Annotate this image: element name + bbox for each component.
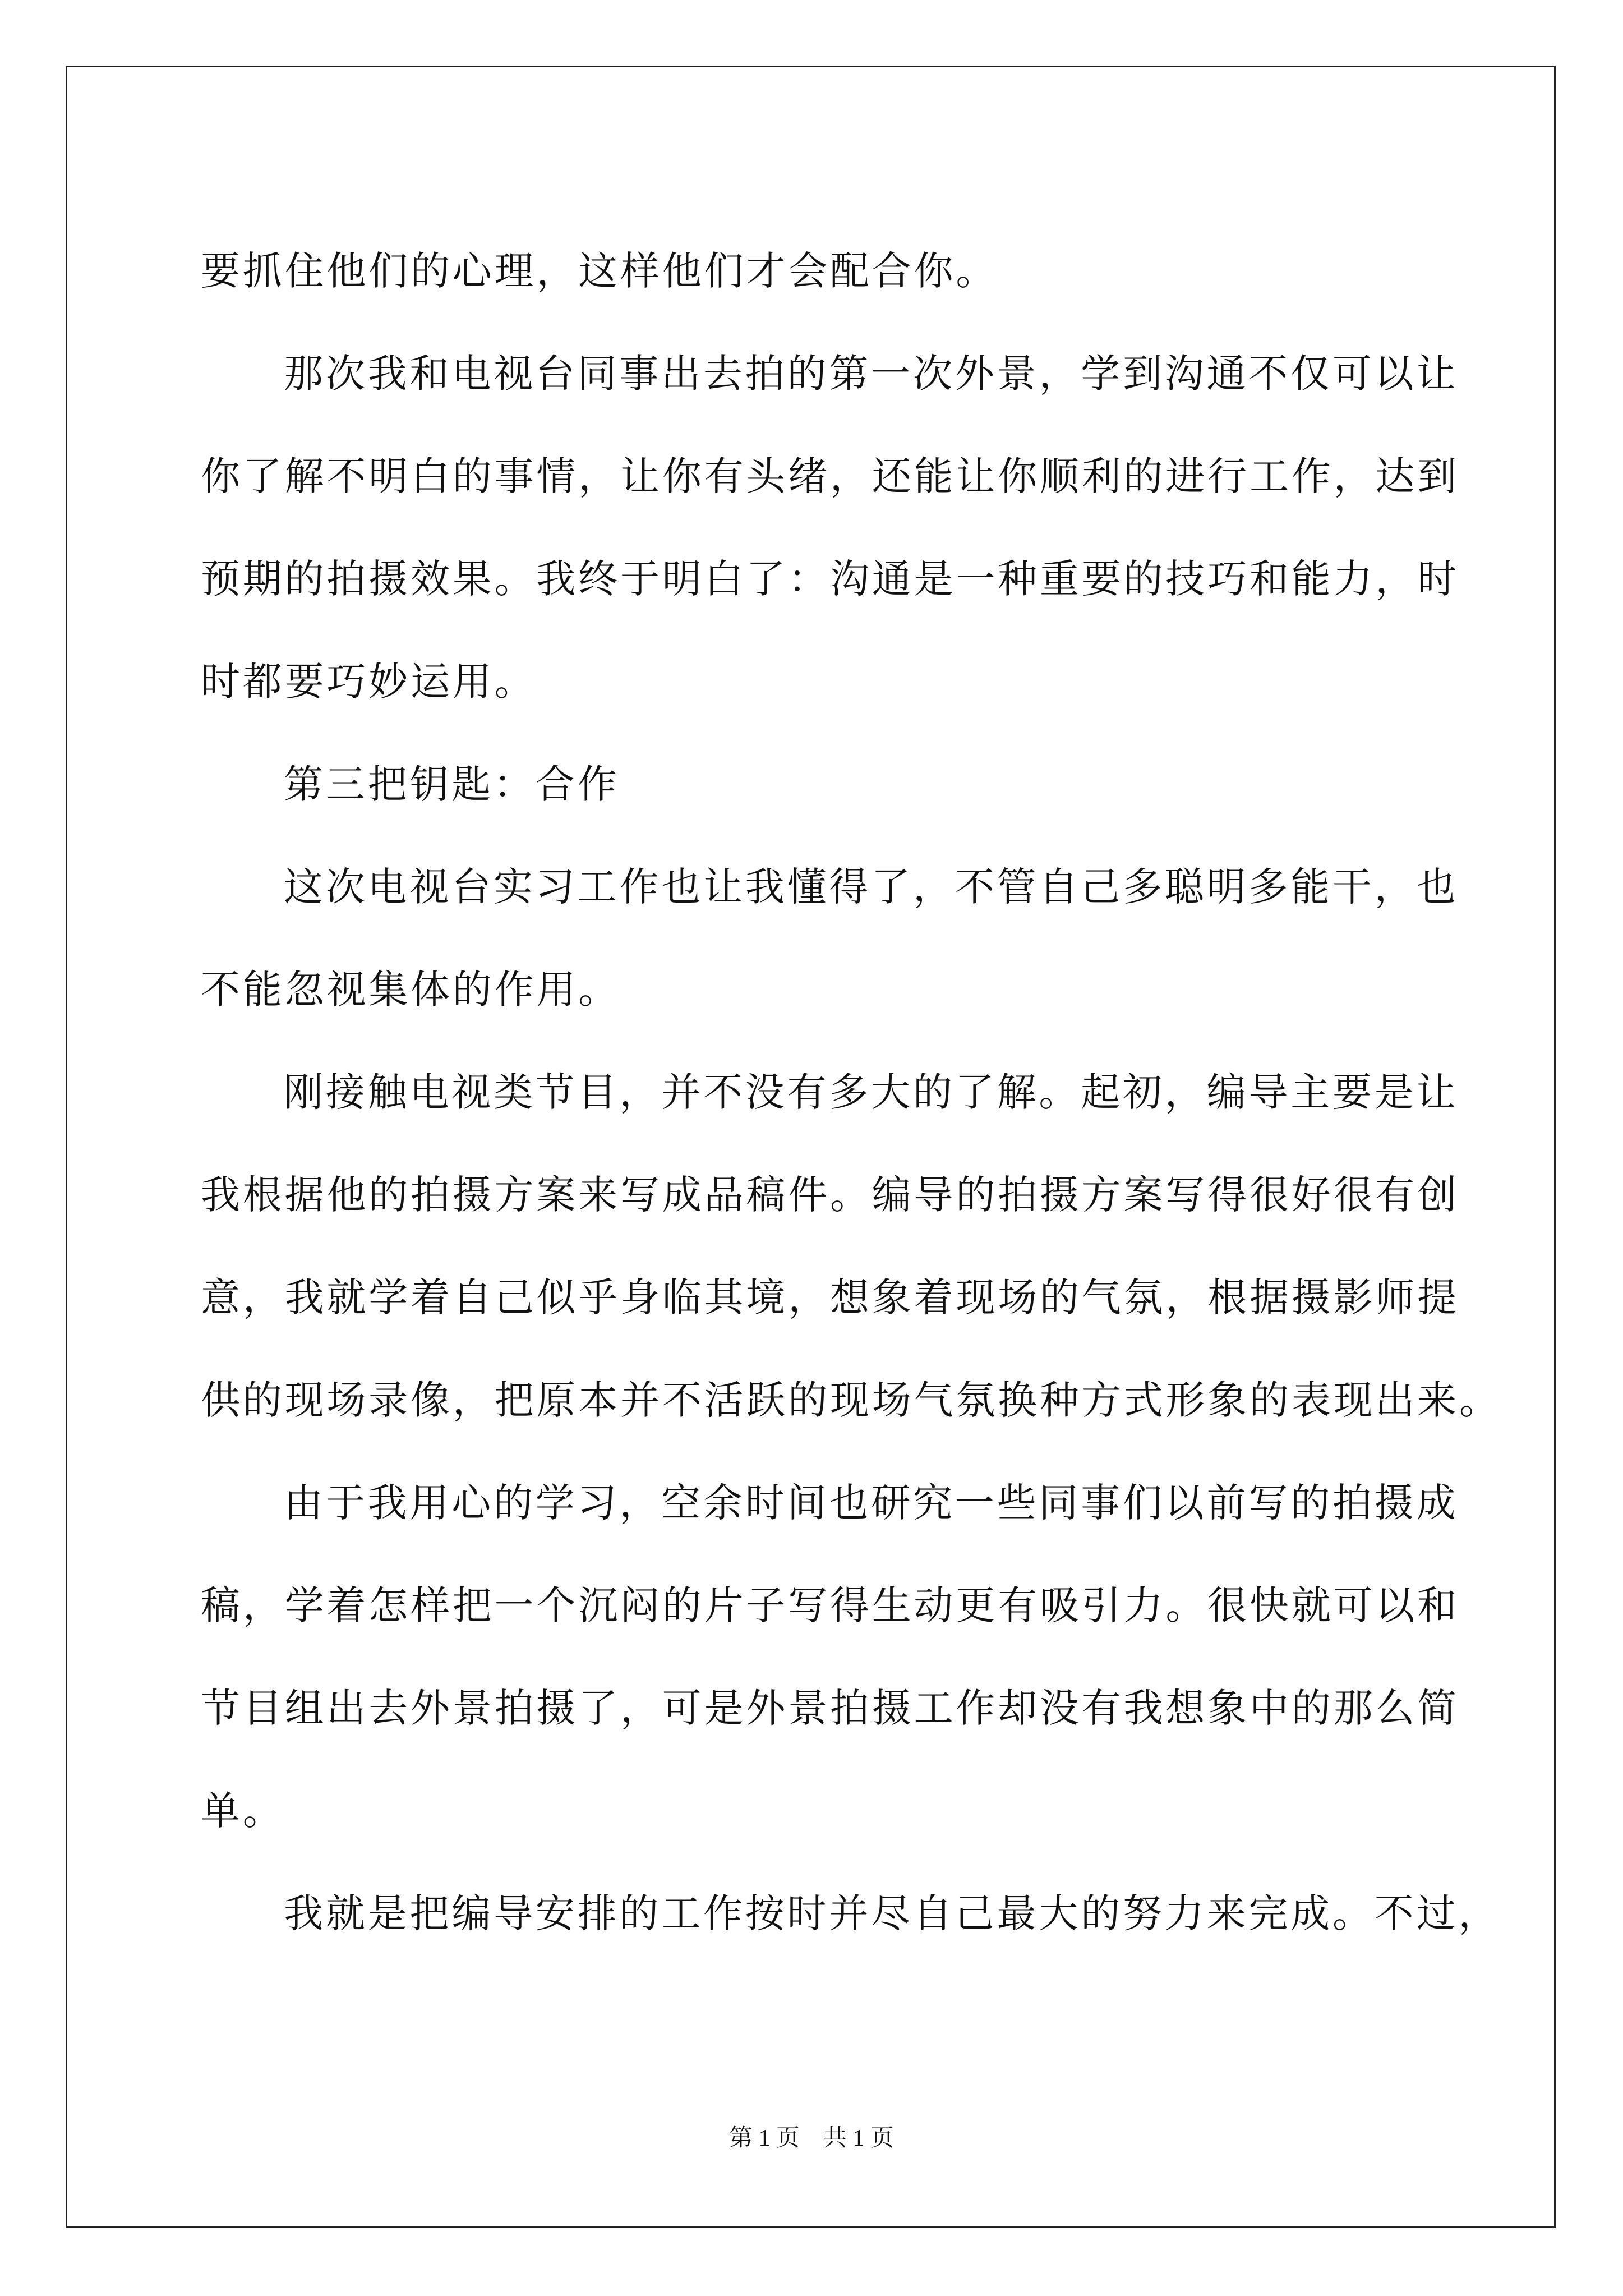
- paragraph-line: 我就是把编导安排的工作按时并尽自己最大的努力来完成。不过，: [284, 1890, 1501, 1936]
- paragraph-line: 那次我和电视台同事出去拍的第一次外景，学到沟通不仅可以让: [284, 351, 1459, 397]
- text-line: 我根据他的拍摄方案来写成品稿件。编导的拍摄方案写得很好很有创: [201, 1172, 1459, 1218]
- section-heading: 第三把钥匙：合作: [284, 761, 620, 807]
- text-line: 时都要巧妙运用。: [201, 659, 537, 705]
- text-line: 稿，学着怎样把一个沉闷的片子写得生动更有吸引力。很快就可以和: [201, 1582, 1459, 1628]
- text-line: 节目组出去外景拍摄了，可是外景拍摄工作却没有我想象中的那么简: [201, 1685, 1459, 1731]
- text-line: 供的现场录像，把原本并不活跃的现场气氛换种方式形象的表现出来。: [201, 1377, 1501, 1423]
- paragraph-line: 刚接触电视类节目，并不没有多大的了解。起初，编导主要是让: [284, 1069, 1459, 1115]
- paragraph-line: 这次电视台实习工作也让我懂得了，不管自己多聪明多能干，也: [284, 864, 1459, 910]
- text-line: 预期的拍摄效果。我终于明白了：沟通是一种重要的技巧和能力，时: [201, 556, 1459, 602]
- paragraph-line: 由于我用心的学习，空余时间也研究一些同事们以前写的拍摄成: [284, 1480, 1459, 1526]
- text-line: 单。: [201, 1788, 285, 1834]
- text-line: 要抓住他们的心理，这样他们才会配合你。: [201, 248, 998, 294]
- text-line: 意，我就学着自己似乎身临其境，想象着现场的气氛，根据摄影师提: [201, 1274, 1459, 1320]
- text-line: 不能忽视集体的作用。: [201, 967, 620, 1013]
- text-line: 你了解不明白的事情，让你有头绪，还能让你顺利的进行工作，达到: [201, 453, 1459, 499]
- page-number-footer: 第 1 页 共 1 页: [728, 2125, 894, 2151]
